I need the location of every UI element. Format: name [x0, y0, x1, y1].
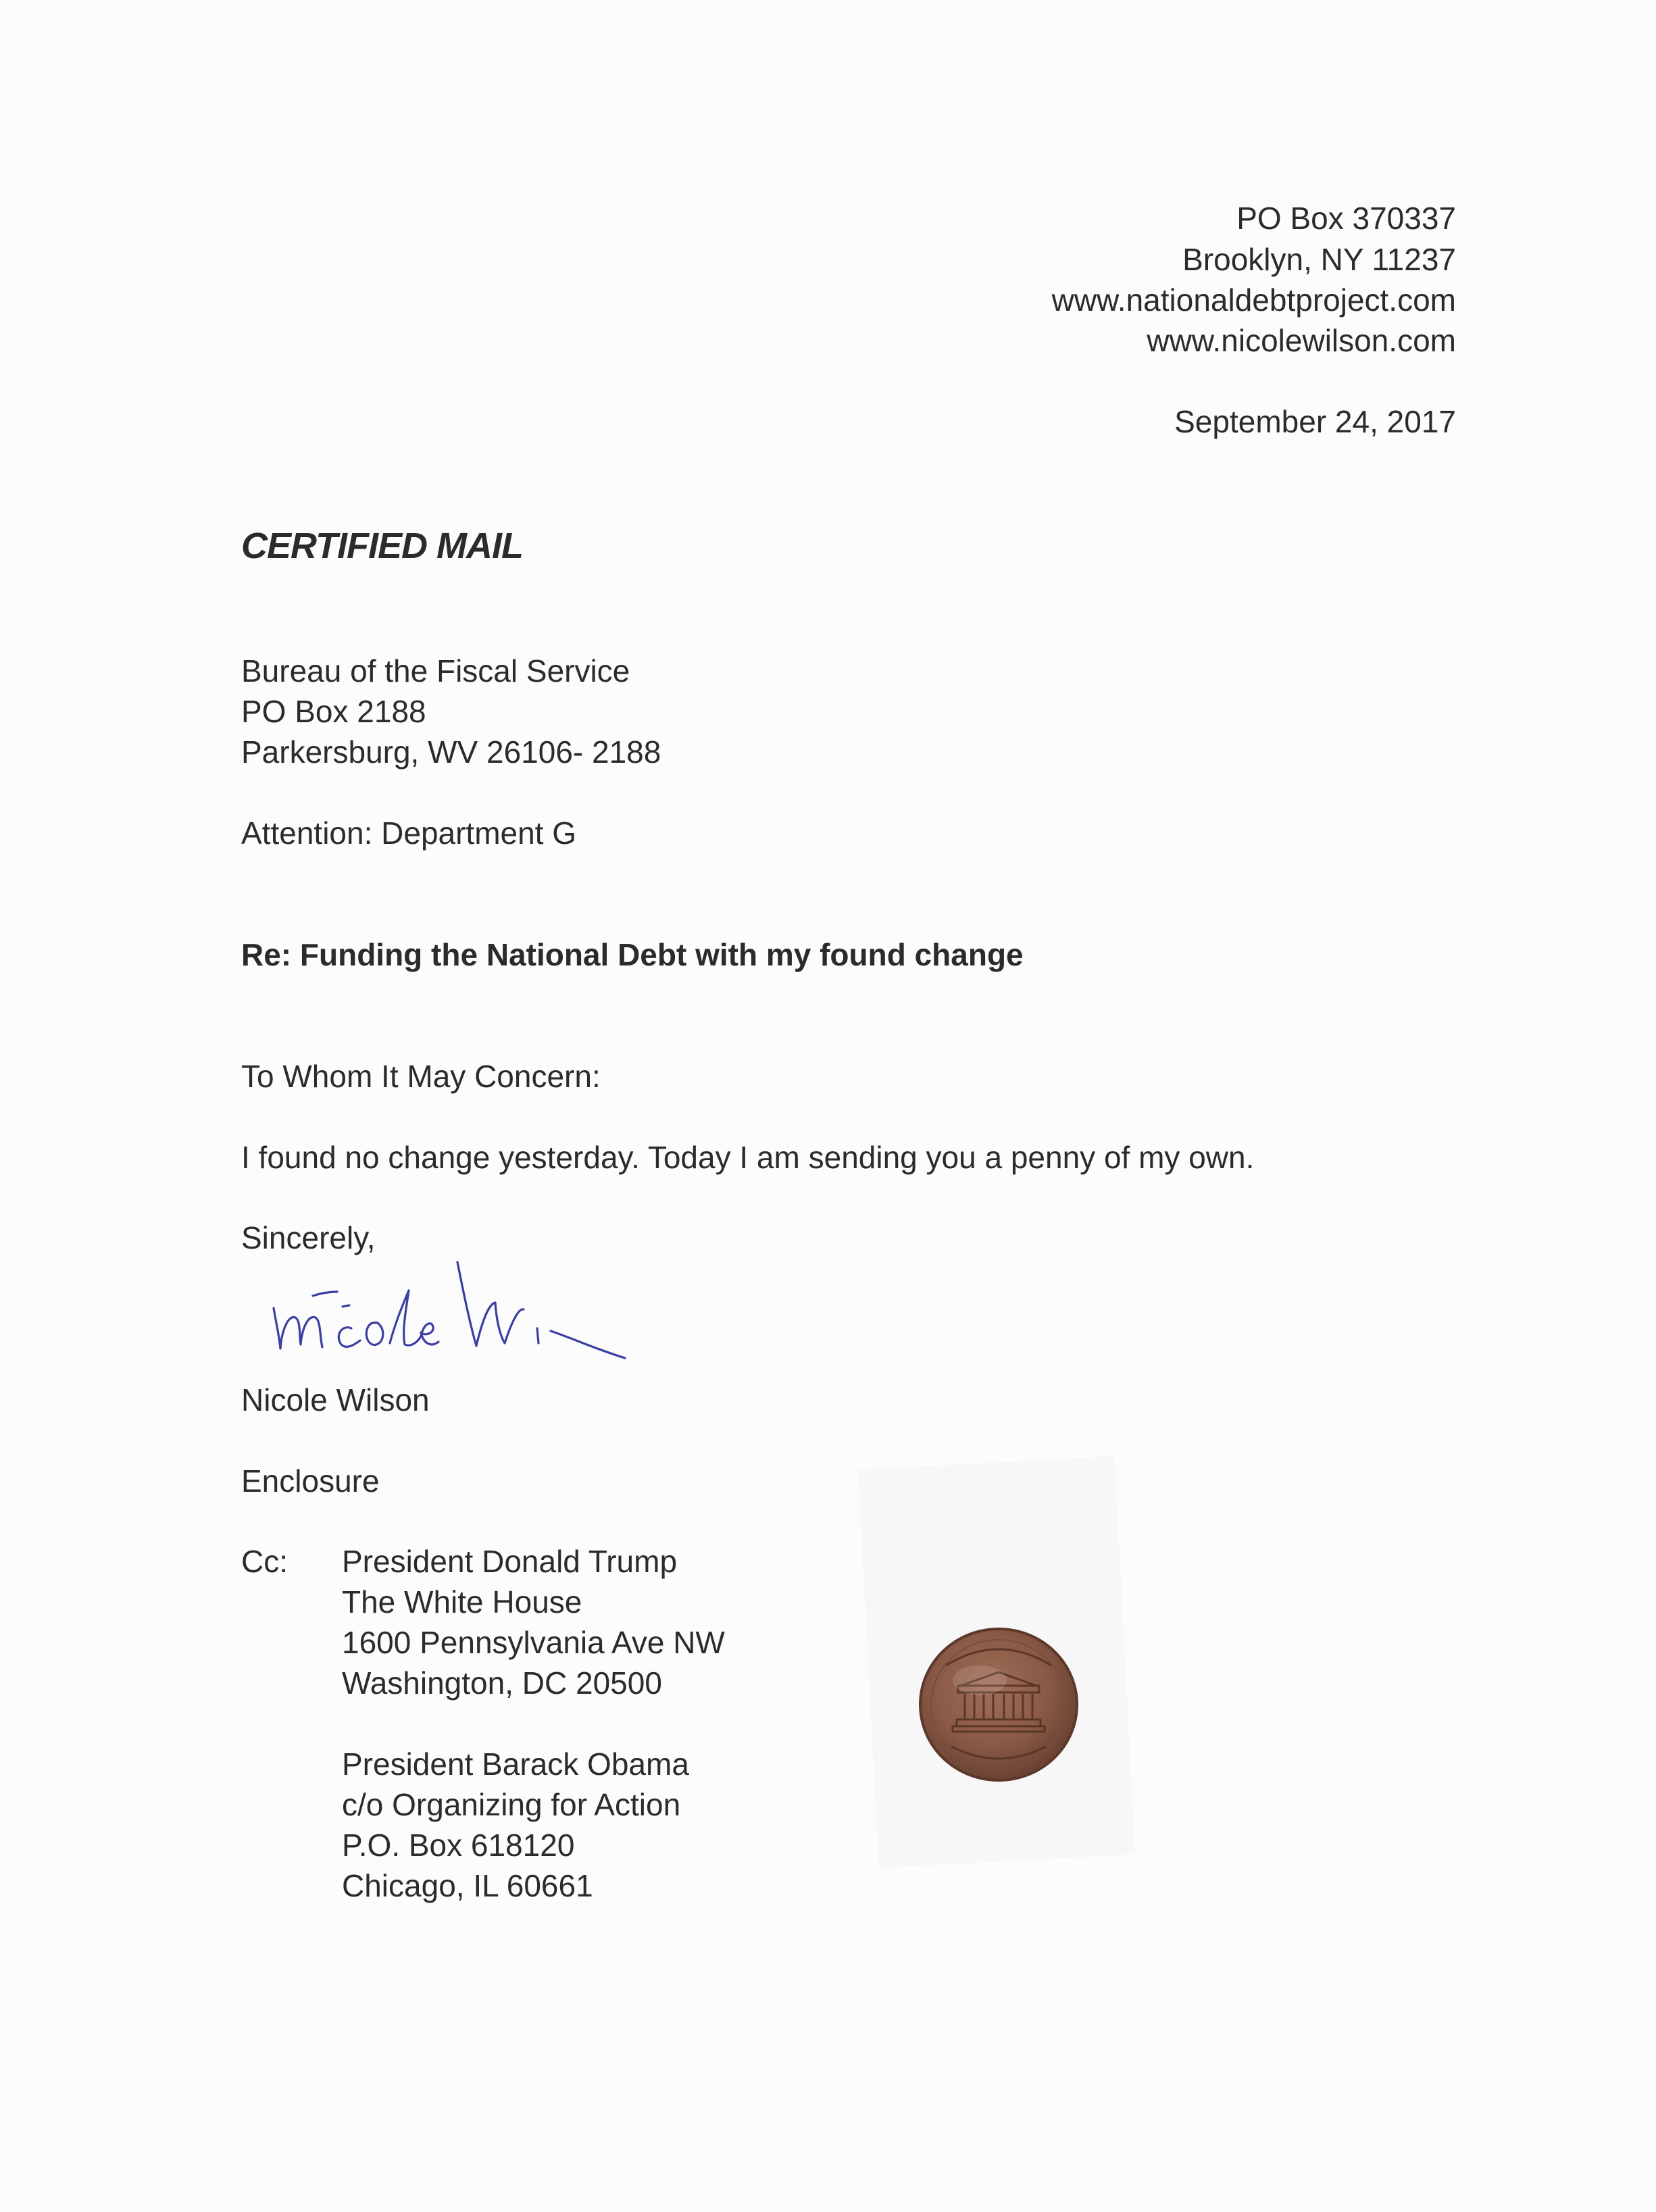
cc-recipient-2-line1: President Barack Obama	[342, 1746, 689, 1782]
website-link-1: www.nationaldebtproject.com	[1051, 282, 1456, 318]
body-paragraph: I found no change yesterday. Today I am sending you a penny of my own.	[241, 1140, 1255, 1175]
recipient-address-line2: Parkersburg, WV 26106- 2188	[241, 734, 661, 770]
cc-recipient-2-line2: c/o Organizing for Action	[342, 1787, 681, 1822]
cc-recipient-2-line3: P.O. Box 618120	[342, 1828, 575, 1863]
website-link-2: www.nicolewilson.com	[1147, 323, 1456, 358]
handwritten-signature	[267, 1242, 635, 1363]
cc-recipient-1-line2: The White House	[342, 1584, 582, 1619]
cc-recipient-2-line4: Chicago, IL 60661	[342, 1868, 593, 1903]
enclosure-note: Enclosure	[241, 1463, 380, 1499]
salutation: To Whom It May Concern:	[241, 1059, 601, 1094]
certified-mail-heading: CERTIFIED MAIL	[241, 526, 523, 566]
closing: Sincerely,	[241, 1220, 376, 1255]
recipient-address-line1: PO Box 2188	[241, 694, 426, 729]
attention-line: Attention: Department G	[241, 815, 577, 851]
penny-coin-image	[899, 1618, 1101, 1794]
recipient-name: Bureau of the Fiscal Service	[241, 653, 630, 688]
cc-recipient-1-line1: President Donald Trump	[342, 1544, 678, 1579]
letter-date: September 24, 2017	[1174, 404, 1456, 439]
subject-line: Re: Funding the National Debt with my found change	[241, 937, 1024, 972]
cc-label: Cc:	[241, 1544, 288, 1579]
sender-address-line1: PO Box 370337	[1236, 201, 1456, 236]
sender-address-line2: Brooklyn, NY 11237	[1182, 242, 1456, 277]
cc-recipient-1-line3: 1600 Pennsylvania Ave NW	[342, 1625, 725, 1660]
cc-recipient-1-line4: Washington, DC 20500	[342, 1665, 662, 1701]
signer-name: Nicole Wilson	[241, 1382, 430, 1417]
